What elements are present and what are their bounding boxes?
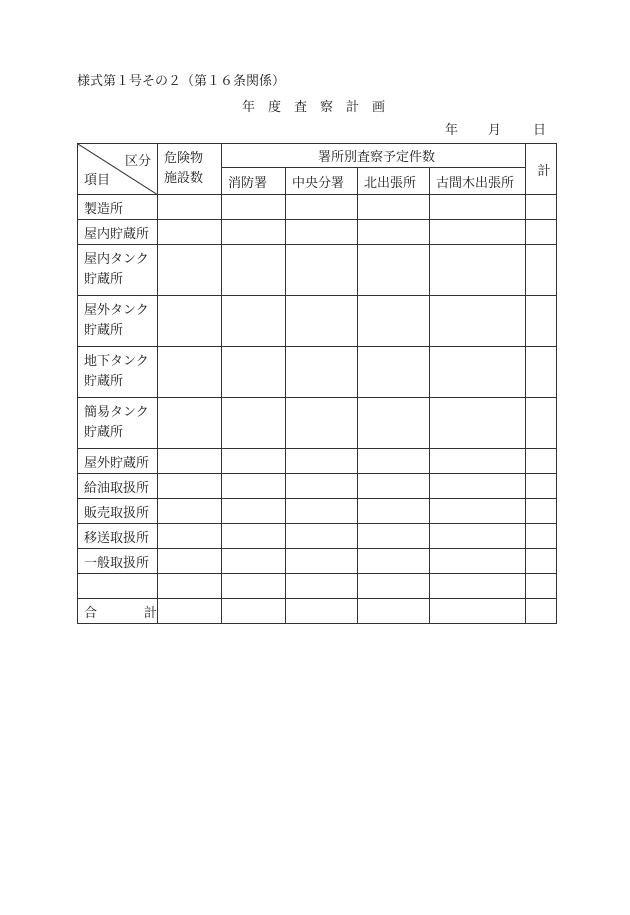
table-cell[interactable]	[526, 347, 557, 398]
header-facility-line1: 危険物	[164, 151, 204, 166]
date-year-label: 年	[445, 123, 459, 138]
table-cell[interactable]	[526, 574, 557, 599]
table-cell[interactable]	[286, 398, 358, 449]
table-cell[interactable]	[430, 195, 526, 220]
row-label-line1: 地下タンク	[84, 354, 149, 369]
table-cell[interactable]	[358, 499, 430, 524]
table-cell[interactable]	[222, 398, 286, 449]
table-cell[interactable]	[158, 499, 222, 524]
inspection-plan-table	[77, 143, 557, 624]
table-cell[interactable]	[526, 499, 557, 524]
table-cell[interactable]	[158, 195, 222, 220]
table-cell[interactable]	[286, 549, 358, 574]
table-cell[interactable]	[430, 245, 526, 296]
table-cell[interactable]	[526, 220, 557, 245]
table-row	[78, 524, 557, 549]
header-station: 消防署	[222, 168, 286, 195]
table-cell[interactable]	[158, 549, 222, 574]
table-row	[78, 220, 557, 245]
table-cell[interactable]	[526, 474, 557, 499]
row-label	[78, 398, 158, 449]
header-komoku: 項目	[84, 173, 111, 188]
row-label	[78, 245, 158, 296]
table-cell[interactable]	[222, 574, 286, 599]
table-cell[interactable]	[358, 195, 430, 220]
table-cell[interactable]	[158, 599, 222, 624]
table-cell[interactable]	[286, 599, 358, 624]
header-diagonal-cell	[78, 144, 158, 195]
table-row	[78, 574, 557, 599]
table-row	[78, 195, 557, 220]
header-row	[78, 144, 557, 168]
total-label-left: 合	[84, 605, 98, 621]
header-kubun: 区分	[124, 154, 151, 169]
form-title: 年度査察計画	[241, 100, 398, 115]
row-label: 製造所	[78, 195, 158, 220]
table-row	[78, 474, 557, 499]
table-cell[interactable]	[158, 220, 222, 245]
row-label: 移送取扱所	[78, 524, 158, 549]
table-cell[interactable]	[222, 549, 286, 574]
table-cell[interactable]	[222, 474, 286, 499]
row-label-line1: 屋外タンク	[84, 303, 149, 318]
total-row	[78, 599, 557, 624]
table-cell[interactable]	[430, 549, 526, 574]
table-cell[interactable]	[358, 599, 430, 624]
table-cell[interactable]	[430, 574, 526, 599]
table-cell[interactable]	[158, 449, 222, 474]
table-cell[interactable]	[358, 574, 430, 599]
row-label: 屋内貯蔵所	[78, 220, 158, 245]
row-label-line2: 貯蔵所	[84, 374, 124, 389]
form-number: 様式第１号その２（第１６条関係）	[77, 74, 286, 89]
table-cell[interactable]	[430, 499, 526, 524]
table-cell[interactable]	[430, 347, 526, 398]
table-cell[interactable]	[222, 195, 286, 220]
header-station: 古間木出張所	[430, 168, 526, 195]
table-cell[interactable]	[286, 195, 358, 220]
table-cell[interactable]	[430, 599, 526, 624]
header-station: 中央分署	[286, 168, 358, 195]
table-cell[interactable]	[286, 449, 358, 474]
row-label: 一般取扱所	[78, 549, 158, 574]
table-cell[interactable]	[286, 220, 358, 245]
table-cell[interactable]	[286, 574, 358, 599]
row-label	[78, 347, 158, 398]
table-cell[interactable]	[358, 296, 430, 347]
table-cell[interactable]	[222, 499, 286, 524]
table-row	[78, 245, 557, 296]
row-label-line1: 屋内タンク	[84, 252, 149, 267]
table-cell[interactable]	[358, 524, 430, 549]
table-cell[interactable]	[526, 296, 557, 347]
table-cell[interactable]	[358, 398, 430, 449]
header-total: 計	[526, 144, 557, 195]
table-row	[78, 296, 557, 347]
table-cell[interactable]	[430, 474, 526, 499]
table-cell[interactable]	[158, 347, 222, 398]
table-row	[78, 499, 557, 524]
table-cell[interactable]	[526, 449, 557, 474]
table-cell[interactable]	[286, 499, 358, 524]
table-cell[interactable]	[286, 296, 358, 347]
date-month-label: 月	[488, 123, 502, 138]
row-label-line2: 貯蔵所	[84, 323, 124, 338]
table-cell[interactable]	[358, 347, 430, 398]
table-cell[interactable]	[358, 474, 430, 499]
table-cell[interactable]	[158, 474, 222, 499]
table-cell[interactable]	[286, 524, 358, 549]
table-cell[interactable]	[430, 398, 526, 449]
table-row	[78, 347, 557, 398]
header-station-group: 署所別査察予定件数	[222, 144, 526, 168]
table-cell[interactable]	[222, 296, 286, 347]
table-cell[interactable]	[158, 524, 222, 549]
total-label-right: 計	[143, 605, 157, 621]
header-station: 北出張所	[358, 168, 430, 195]
table-cell[interactable]	[358, 220, 430, 245]
table-cell[interactable]	[358, 245, 430, 296]
table-cell[interactable]	[158, 245, 222, 296]
table-cell[interactable]	[430, 220, 526, 245]
row-label-line1: 簡易タンク	[84, 405, 149, 420]
table-cell[interactable]	[158, 574, 222, 599]
table-cell[interactable]	[526, 599, 557, 624]
table-row	[78, 398, 557, 449]
table-cell[interactable]	[358, 549, 430, 574]
table-cell[interactable]	[222, 599, 286, 624]
table-cell[interactable]	[286, 245, 358, 296]
header-facility-line2: 施設数	[164, 171, 204, 186]
date-day-label: 日	[533, 123, 547, 138]
table-cell[interactable]	[526, 524, 557, 549]
table-cell[interactable]	[158, 296, 222, 347]
table-cell[interactable]	[526, 549, 557, 574]
table-cell[interactable]	[526, 398, 557, 449]
table-cell[interactable]	[158, 398, 222, 449]
row-label	[78, 296, 158, 347]
table-cell[interactable]	[286, 474, 358, 499]
table-cell[interactable]	[430, 296, 526, 347]
table-cell[interactable]	[358, 449, 430, 474]
table-cell[interactable]	[222, 347, 286, 398]
table-row	[78, 449, 557, 474]
table-cell[interactable]	[430, 449, 526, 474]
total-label-cell	[78, 599, 158, 624]
table-cell[interactable]	[222, 524, 286, 549]
table-cell[interactable]	[222, 245, 286, 296]
date-line	[445, 119, 546, 138]
table-cell[interactable]	[222, 449, 286, 474]
row-label	[78, 574, 158, 599]
table-row	[78, 549, 557, 574]
table-cell[interactable]	[430, 524, 526, 549]
row-label-line2: 貯蔵所	[84, 425, 124, 440]
table-cell[interactable]	[286, 347, 358, 398]
table-cell[interactable]	[222, 220, 286, 245]
table-cell[interactable]	[526, 245, 557, 296]
row-label: 給油取扱所	[78, 474, 158, 499]
table-cell[interactable]	[526, 195, 557, 220]
row-label: 屋外貯蔵所	[78, 449, 158, 474]
row-label: 販売取扱所	[78, 499, 158, 524]
header-facility-count	[158, 144, 222, 195]
row-label-line2: 貯蔵所	[84, 272, 124, 287]
